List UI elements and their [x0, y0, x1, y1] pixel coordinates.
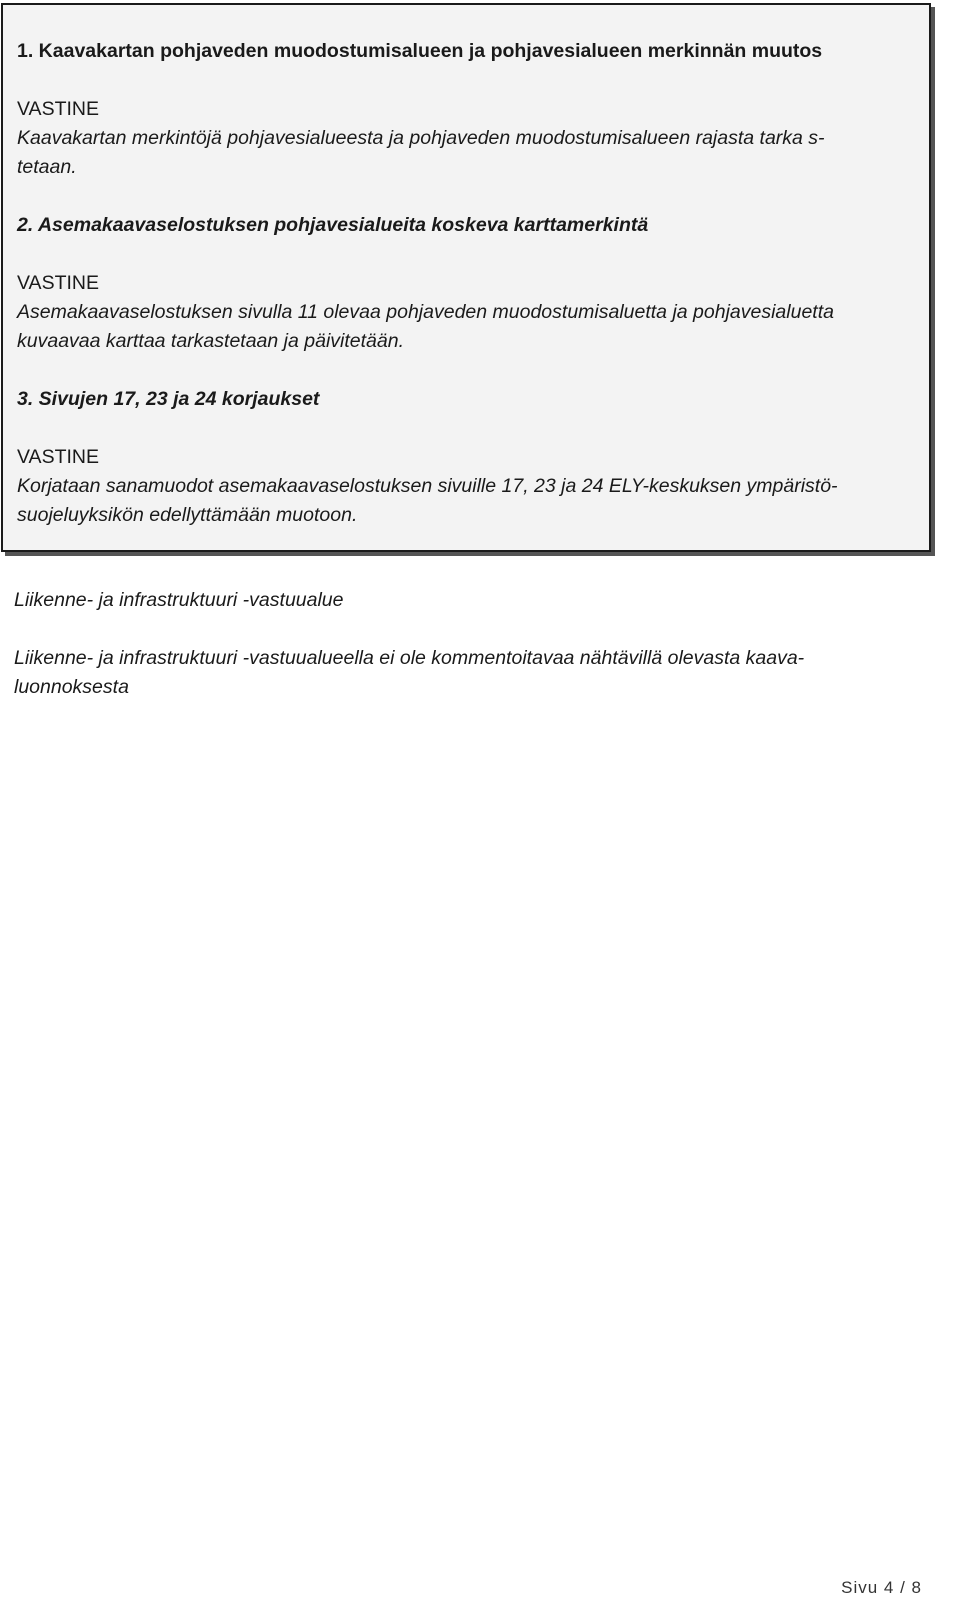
comment-box	[1, 3, 931, 552]
vastuualue-text-line-2: luonnoksesta	[14, 676, 129, 698]
section-3-text-line-2: suojeluyksikön edellyttämään muotoon.	[17, 504, 358, 526]
section-1-text-line-2: tetaan.	[17, 156, 77, 178]
page-number: Sivu 4 / 8	[841, 1578, 922, 1597]
section-1-label: VASTINE	[17, 98, 99, 120]
section-2-heading: 2. Asemakaavaselostuksen pohjavesialueita koskeva karttamerkintä	[17, 214, 649, 236]
section-2-label: VASTINE	[17, 272, 99, 294]
section-3-label: VASTINE	[17, 446, 99, 468]
section-3-text-line-1: Korjataan sanamuodot asemakaavaselostuksen sivuille 17, 23 ja 24 ELY-keskuksen ympäristö-	[17, 475, 838, 497]
section-2-text-line-2: kuvaavaa karttaa tarkastetaan ja päivitetään.	[17, 330, 404, 352]
vastuualue-subheading: Liikenne- ja infrastruktuuri -vastuualue	[14, 589, 344, 611]
section-3-heading: 3. Sivujen 17, 23 ja 24 korjaukset	[17, 388, 320, 410]
section-1-heading: 1. Kaavakartan pohjaveden muodostumisalueen ja pohjavesialueen merkinnän muutos	[17, 40, 823, 62]
section-2-text-line-1: Asemakaavaselostuksen sivulla 11 olevaa pohjaveden muodostumisaluetta ja pohjavesialuetta	[17, 301, 834, 323]
vastuualue-text-line-1: Liikenne- ja infrastruktuuri -vastuualueella ei ole kommentoitavaa nähtävillä olevasta kaava-	[14, 647, 805, 669]
section-1-text-line-1: Kaavakartan merkintöjä pohjavesialueesta ja pohjaveden muodostumisalueen rajasta tarka s-	[17, 127, 825, 149]
